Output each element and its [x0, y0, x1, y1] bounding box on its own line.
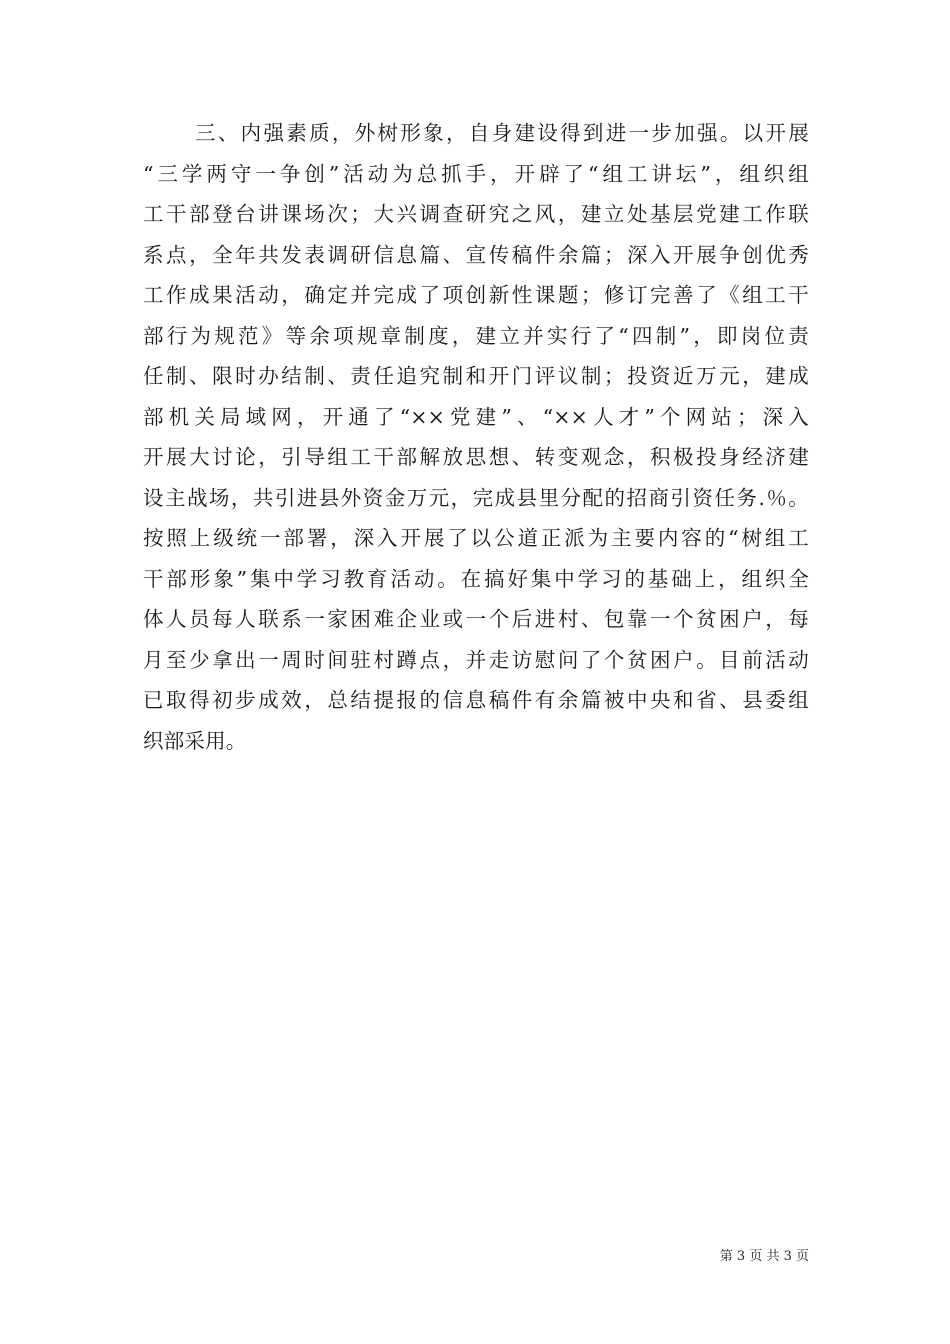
text-line: 工干部登台讲课场次；大兴调查研究之风，建立处基层党建工作联	[143, 202, 809, 226]
text-line: 干部形象”集中学习教育活动。在搞好集中学习的基础上，组织全	[143, 566, 809, 591]
text-line: 系点，全年共发表调研信息篇、宣传稿件余篇；深入开展争创优秀	[143, 242, 809, 267]
text-line: 织部采用。	[143, 728, 247, 753]
text-line: 三、内强素质，外树形象，自身建设得到进一步加强。以开展	[195, 121, 809, 145]
text-line: 按照上级统一部署，深入开展了以公道正派为主要内容的“树组工	[143, 526, 809, 550]
text-line: 部机关局域网，开通了“××党建”、“××人才”个网站；深入	[143, 404, 809, 429]
body-paragraph	[143, 113, 809, 761]
text-line: “三学两守一争创”活动为总抓手，开辟了“组工讲坛”，组织组	[143, 161, 809, 186]
text-line: 体人员每人联系一家困难企业或一个后进村、包靠一个贫困户，每	[143, 607, 809, 631]
page-number-footer: 第 3 页 共 3 页	[719, 1249, 809, 1264]
text-line: 任制、限时办结制、责任追究制和开门评议制；投资近万元，建成	[143, 364, 809, 388]
text-line: 开展大讨论，引导组工干部解放思想、转变观念，积极投身经济建	[143, 445, 809, 469]
text-line: 月至少拿出一周时间驻村蹲点，并走访慰问了个贫困户。目前活动	[143, 647, 809, 672]
text-line: 工作成果活动，确定并完成了项创新性课题；修订完善了《组工干	[143, 283, 809, 307]
text-line: 设主战场，共引进县外资金万元，完成县里分配的招商引资任务.％。	[143, 485, 809, 510]
text-line: 已取得初步成效，总结提报的信息稿件有余篇被中央和省、县委组	[143, 688, 809, 712]
text-line: 部行为规范》等余项规章制度，建立并实行了“四制”，即岗位责	[143, 323, 809, 348]
